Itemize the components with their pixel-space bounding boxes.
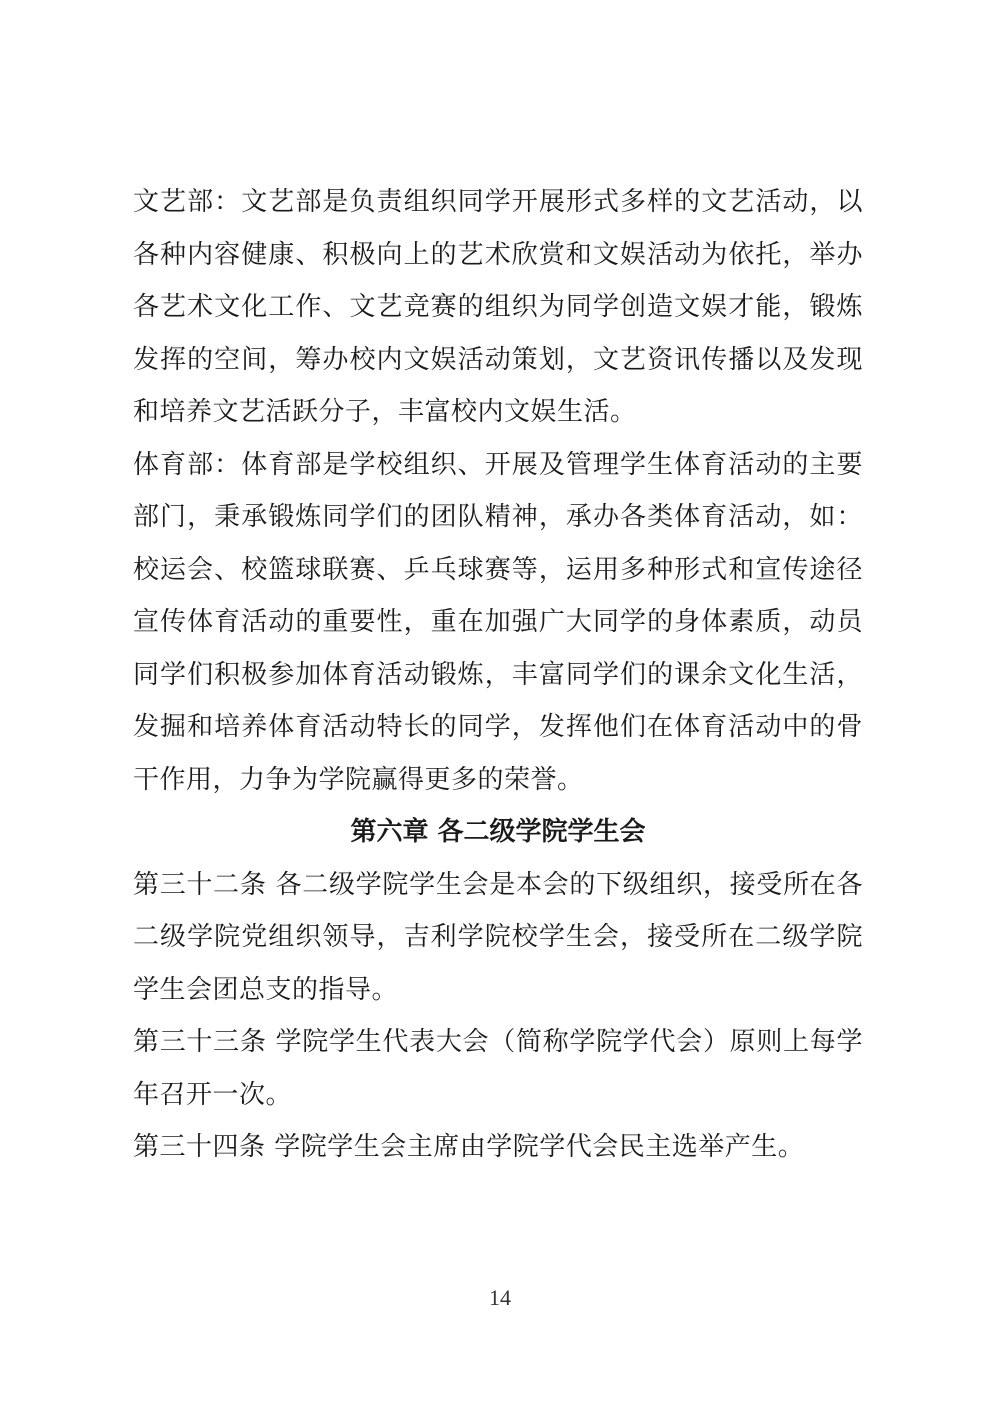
chapter-title: 第六章 各二级学院学生会 [350,817,646,847]
paragraph-sports-department: 体育部：体育部是学校组织、开展及管理学生体育活动的主要部门，秉承锻炼同学们的团队精神，承办各类体育活动，如：校运会、校篮球联赛、乒乓球赛等，运用多种形式和宣传途径宣传体育活动的重要性，重在加强广大同学的身体素质，动员同学们积极参加体育活动锻炼，丰富同学们的课余文化生活，发掘和培养体育活动特长的同学，发挥他们在体育活动中的骨干作用，力争为学院赢得更多的荣誉。 [133,449,863,795]
article-33: 第三十三条 学院学生代表大会（简称学院学代会）原则上每学年召开一次。 [133,1027,863,1110]
article-34: 第三十四条 学院学生会主席由学院学代会民主选举产生。 [133,1132,805,1162]
article-32: 第三十二条 各二级学院学生会是本会的下级组织，接受所在各二级学院党组织领导，吉利学院校学生会，接受所在二级学院学生会团总支的指导。 [133,869,863,1005]
paragraph-arts-department: 文艺部：文艺部是负责组织同学开展形式多样的文艺活动，以各种内容健康、积极向上的艺术欣赏和文娱活动为依托，举办各艺术文化工作、文艺竞赛的组织为同学创造文娱才能，锻炼发挥的空间，筹办校内文娱活动策划，文艺资讯传播以及发现和培养文艺活跃分子，丰富校内文娱生活。 [133,187,863,427]
page-content [133,176,863,1174]
page-number: 14 [489,1285,511,1310]
